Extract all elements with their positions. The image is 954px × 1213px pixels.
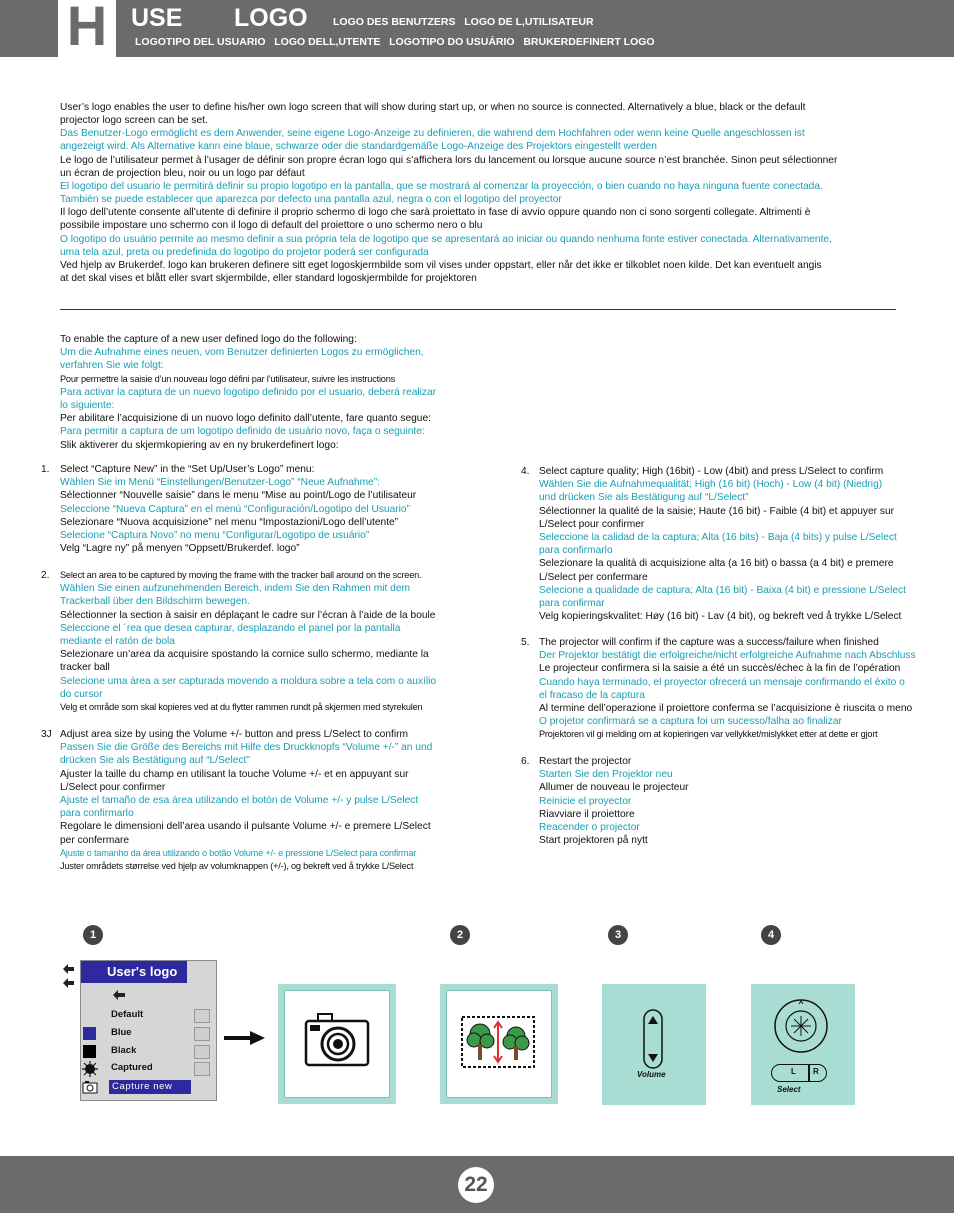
step-text-line: Projektoren vil gi melding om at kopieringen var vellykket/mislykket etter at dette er gjort (539, 729, 878, 740)
step-text-line: Selezionare la qualità di acquisizione alta (a 16 bit) o bassa (a 4 bit) e premere (539, 558, 894, 570)
camera-icon (304, 1012, 370, 1072)
step-text-line: para confirmarlo (60, 808, 134, 820)
step-text-line: Velg kopieringskvalitet: Høy (16 bit) - Lav (4 bit), og bekreft ved å trykke L/Select (539, 611, 902, 623)
volume-tile (602, 984, 706, 1105)
step-text-line: Start projektoren på nytt (539, 835, 648, 847)
menu-title: User's logo (81, 961, 187, 983)
users-logo-menu (80, 960, 217, 1101)
step-badge-2: 2 (450, 925, 470, 945)
step-text-line: Allumer de nouveau le projecteur (539, 782, 689, 794)
step-text-line: Passen Sie die Größe des Bereichs mit Hilfe des Druckknopfs “Volume +/-” an und (60, 742, 433, 754)
select-tile (751, 984, 855, 1105)
select-right-key: R (813, 1067, 819, 1076)
step-text-line: Juster områdets størrelse ved hjelp av volumknappen (+/-), og bekreft ved å trykke L/Select (60, 861, 414, 871)
text-line: Per abilitare l’acquisizione di un nuovo logo definito dall’utente, fare quanto segue: (60, 413, 431, 425)
step-text-line: Riavviare il proiettore (539, 808, 635, 820)
step-text-line: O projetor confirmará se a captura foi um sucesso/falha ao finalizar (539, 716, 842, 728)
step-text-line: Der Projektor bestätigt die erfolgreiche/nicht erfolgreiche Aufnahme nach Abschluss (539, 650, 916, 662)
title-use: USE (131, 4, 183, 32)
menu-item-default[interactable]: Default (111, 1009, 144, 1020)
text-line: User’s logo enables the user to define his/her own logo screen that will show during start up, or when no source is connected. Alternatively a blue, black or the default (60, 102, 806, 113)
menu-checkbox[interactable] (194, 1045, 210, 1059)
black-swatch (83, 1045, 96, 1058)
step-number: 6. (521, 756, 530, 767)
step-number: 2. (41, 570, 50, 581)
step-text-line: Select “Capture New” in the “Set Up/User’s Logo” menu: (60, 464, 315, 475)
step-text-line: para confirmar (539, 598, 605, 609)
text-line: uma tela azul, preta ou predefinida do logotipo do projetor poderá ser configurada (60, 246, 429, 258)
page-number: 22 (458, 1167, 494, 1203)
text-line: El logotipo del usuario le permitirá definir su propio logotipo en la pantalla, que se mostrará al comenzar la proyección, o bien cuando no haya ninguna fuente conectada. (60, 180, 823, 192)
step-text-line: Reinicie el proyector (539, 795, 632, 807)
text-line: lo siguiente: (60, 400, 115, 411)
section-letter-box (58, 0, 116, 57)
step-text-line: Ajuster la taille du champ en utilisant la touche Volume +/- et en appuyant sur (60, 768, 409, 780)
section-letter: H (66, 0, 108, 57)
text-line: O logotipo do usuário permite ao mesmo definir a sua própria tela de logotipo que se apresentará ao iniciar ou quando nenhuma fonte estiver conectada. Alternativamente, (60, 233, 832, 245)
select-button-pill (771, 1064, 827, 1082)
step-text-line: Selezionare “Nuova acquisizione” nel menu “Impostazioni/Logo dell’utente” (60, 516, 399, 528)
step-text-line: mediante el ratón de bola (60, 636, 175, 647)
step-text-line: Reacender o projector (539, 822, 640, 833)
step-text-line: The projector will confirm if the capture was a success/failure when finished (539, 637, 879, 648)
text-line: Para activar la captura de un nuevo logotipo definido por el usuario, deberá realizar (60, 386, 437, 398)
step-text-line: Selecione “Captura Novo” no menu “Configurar/Logotipo de usuário” (60, 530, 370, 541)
step-text-line: Seleccione el ´rea que desea capturar, desplazando el panel por la pantalla (60, 622, 401, 634)
step-text-line: Seleccione la calidad de la captura; Alta (16 bits) - Baja (4 bits) y pulse L/Select (539, 532, 897, 543)
menu-item-captured[interactable]: Captured (111, 1062, 153, 1073)
title-logo: LOGO (234, 4, 308, 32)
step-text-line: do cursor (60, 688, 103, 700)
step-text-line: Selecione uma área a ser capturada movendo a moldura sobre a tela com o auxílio (60, 675, 437, 687)
step-number: 1. (41, 464, 50, 475)
back-arrow-icon (60, 962, 76, 990)
step-text-line: Selecione a qualidade de captura; Alta (16 bit) - Baixa (4 bit) e pressione L/Select (539, 584, 906, 596)
step-text-line: Trackerball über den Bildschirm bewegen. (60, 596, 250, 608)
step-number: 3J (41, 729, 52, 740)
text-line: Um die Aufnahme eines neuen, vom Benutzer definierten Logos zu ermöglichen, (60, 347, 424, 359)
text-line: un écran de projection bleu, noir ou un logo par défaut (60, 167, 305, 179)
menu-checkbox[interactable] (194, 1027, 210, 1041)
step-text-line: Sélectionner la qualité de la saisie; Haute (16 bit) - Faible (4 bit) et appuyer sur (539, 505, 895, 517)
select-left-key: L (791, 1067, 796, 1076)
text-line: verfahren Sie wie folgt: (60, 360, 164, 372)
blue-swatch (83, 1027, 96, 1040)
step-text-line: Sélectionner “Nouvelle saisie” dans le menu “Mise au point/Logo de l’utilisateur (60, 490, 417, 502)
step-text-line: Seleccione “Nueva Captura” en el menú “Configuración/Logotipo del Usuario” (60, 503, 410, 515)
step-badge-3: 3 (608, 925, 628, 945)
camera-small-icon (82, 1079, 98, 1095)
step-badge-4: 4 (761, 925, 781, 945)
step-text-line: Sélectionner la section à saisir en déplaçant le cadre sur l’écran à l’aide de la boule (60, 609, 436, 621)
text-line: Pour permettre la saisie d’un nouveau logo défini par l’utilisateur, suivre les instructions (60, 373, 395, 384)
text-line: También se puede establecer que aparezca por defecto una pantalla azul, negra o con el logotipo del proyector (60, 194, 562, 206)
step-text-line: Adjust area size by using the Volume +/- button and press L/Select to confirm (60, 729, 408, 740)
volume-button-icon (642, 1008, 664, 1070)
step-text-line: Selezionare un’area da acquisire spostando la cornice sullo schermo, mediante la (60, 649, 429, 661)
menu-back-icon[interactable] (111, 989, 127, 1001)
step-text-line: Cuando haya terminado, el proyector ofrecerá un mensaje confirmando el éxito o (539, 676, 905, 688)
step-badge-1: 1 (83, 925, 103, 945)
step-text-line: L/Select pour confirmer (60, 781, 166, 793)
select-label: Select (777, 1085, 801, 1094)
right-arrow-icon (222, 1030, 266, 1046)
menu-item-blue[interactable]: Blue (111, 1027, 132, 1038)
step-text-line: L/Select pour confirmer (539, 518, 645, 530)
section-divider (60, 309, 896, 310)
text-line: at det skal vises et blått eller svart skjermbilde, eller standard logoskjermbilde for projektoren (60, 272, 477, 284)
menu-item-capture-new[interactable]: Capture new (109, 1080, 191, 1094)
step-text-line: Al termine dell’operazione il proiettore conferma se l’acquisizione è riuscita o meno (539, 703, 913, 714)
step-text-line: Regolare le dimensioni dell’area usando il pulsante Volume +/- e premere L/Select (60, 821, 431, 833)
step-text-line: Velg “Lagre ny” på menyen “Oppsett/Brukerdef. logo” (60, 543, 300, 555)
menu-checkbox[interactable] (194, 1062, 210, 1076)
text-line: Ved hjelp av Brukerdef. logo kan brukeren definere sitt eget logoskjermbilde som vil vises under oppstart, eller når det ikke er tilkoblet noen kilde. Det kan eventuelt angis (60, 259, 822, 271)
text-line: Das Benutzer-Logo ermöglicht es dem Anwender, seine eigene Logo-Anzeige zu definieren, die wahrend dem Hochfahren oder wenn keine Quelle angeschlossen ist (60, 128, 805, 140)
text-line: Para permitir a captura de um logotipo definido de usuário novo, faça o seguinte: (60, 426, 425, 438)
step-text-line: und drücken Sie als Bestätigung auf “L/Select” (539, 492, 749, 504)
menu-checkbox[interactable] (194, 1009, 210, 1023)
text-line: Le logo de l’utilisateur permet à l’usager de définir son propre écran logo qui s’affichera lors du lancement ou lorsque aucune source n’est branchée. Sinon peut sélectionner (60, 154, 838, 166)
step-text-line: Wählen Sie im Menü “Einstellungen/Benutzer-Logo” “Neue Aufnahme”: (60, 477, 380, 489)
step-text-line: Ajuste o tamanho da área utilizando o botão Volume +/- e pressione L/Select para confirmar (60, 847, 417, 858)
text-line: Il logo dell’utente consente all’utente di definire il proprio schermo di logo che sarà proiettato in fase di avvio oppure quando non ci sono sorgenti collegate. Altrimenti è (60, 207, 811, 219)
step-text-line: para confirmarlo (539, 545, 613, 557)
step-text-line: L/Select per confermare (539, 571, 648, 583)
text-line: projector logo screen can be set. (60, 115, 208, 127)
step-text-line: Velg et område som skal kopieres ved at du flytter rammen rundt på skjermen med styrekulen (60, 702, 423, 712)
step-text-line: Starten Sie den Projektor neu (539, 769, 673, 781)
step-text-line: per confermare (60, 834, 130, 846)
header-subtitle-1: LOGO DES BENUTZERS LOGO DE L,UTILISATEUR (333, 16, 594, 28)
captured-icon (82, 1061, 98, 1077)
step-text-line: Wählen Sie die Aufnahmequalität; High (16 bit) (Hoch) - Low (4 bit) (Niedrig) (539, 479, 883, 491)
step-text-line: Ajuste el tamaño de esa área utilizando el botón de Volume +/- y pulse L/Select (60, 795, 419, 806)
frame-tile (440, 984, 558, 1104)
text-line: angezeigt wird. Als Alternative kann eine blaue, schwarze oder die standardgemäße Logo-Anzeige des Projektors eingestellt werden (60, 141, 657, 153)
step-text-line: Select an area to be captured by moving the frame with the tracker ball around on the screen. (60, 570, 422, 580)
capture-frame-icon (460, 1014, 536, 1070)
text-line: Slik aktiverer du skjermkopiering av en ny brukerdefinert logo: (60, 439, 339, 451)
step-text-line: drücken Sie als Bestätigung auf “L/Select” (60, 755, 250, 767)
step-number: 5. (521, 637, 530, 648)
menu-item-black[interactable]: Black (111, 1045, 137, 1056)
header-subtitle-2: LOGOTIPO DEL USUARIO LOGO DELL,UTENTE LOGOTIPO DO USUÁRIO BRUKERDEFINERT LOGO (135, 36, 655, 48)
text-line: To enable the capture of a new user defined logo do the following: (60, 334, 357, 345)
trackball-icon (773, 998, 829, 1054)
step-text-line: Wählen Sie einen aufzunehmenden Bereich, indem Sie den Rahmen mit dem (60, 583, 410, 595)
step-text-line: Le projecteur confirmera si la saisie a été un succès/échec à la fin de l’opération (539, 663, 901, 675)
step-text-line: tracker ball (60, 662, 110, 674)
step-text-line: el fracaso de la captura (539, 689, 645, 701)
step-number: 4. (521, 466, 530, 477)
step-text-line: Select capture quality; High (16bit) - Low (4bit) and press L/Select to confirm (539, 466, 884, 477)
camera-tile (278, 984, 396, 1104)
step-text-line: Restart the projector (539, 756, 632, 767)
text-line: possibile impostare uno schermo con il logo di default del proiettore o uno schermo nero o blu (60, 220, 483, 232)
volume-label: Volume (637, 1070, 666, 1079)
